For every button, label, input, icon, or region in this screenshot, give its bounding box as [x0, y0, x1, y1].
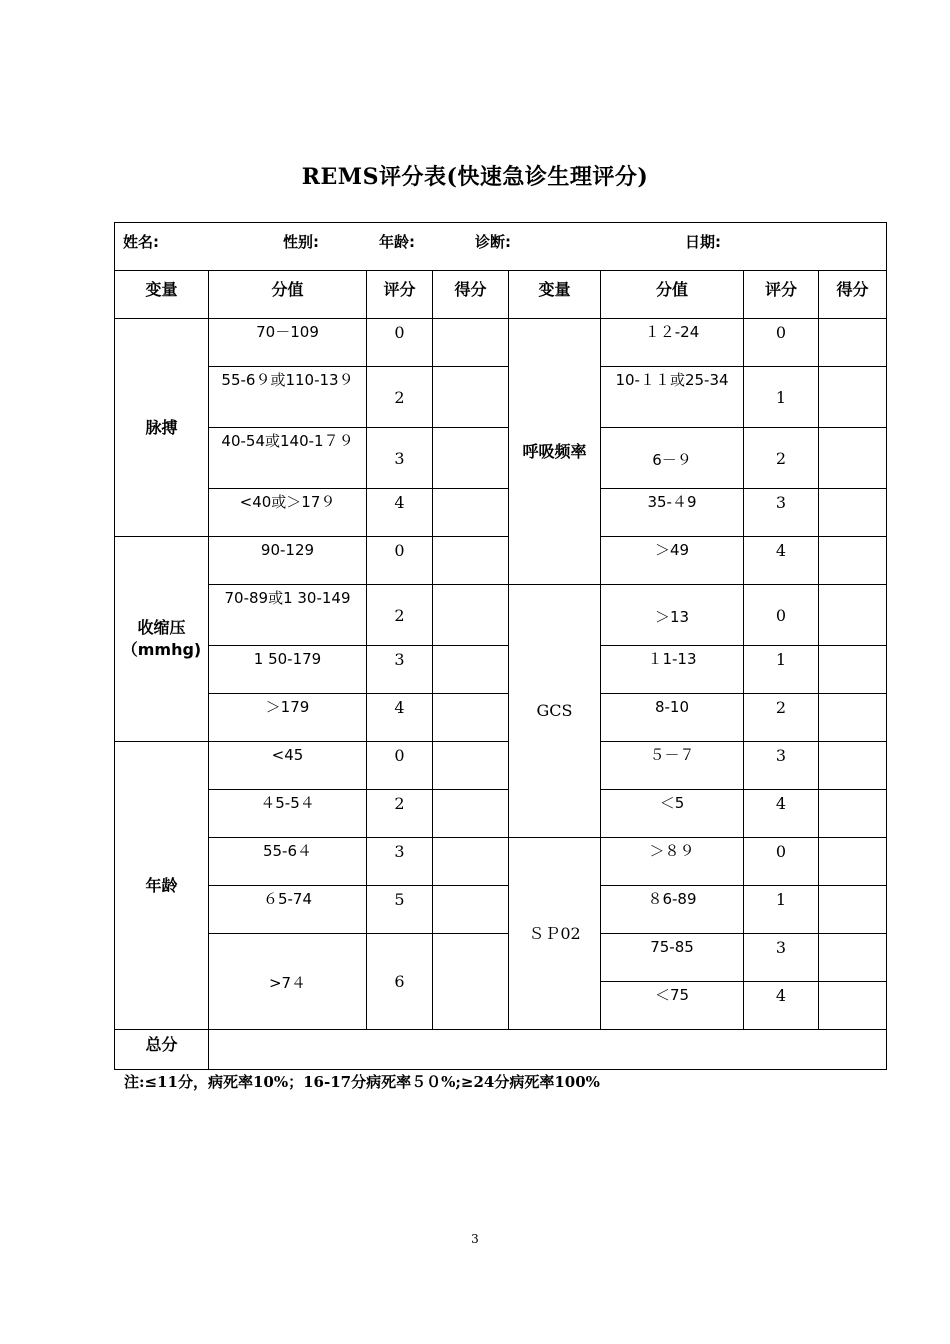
range-cell: ＞13	[601, 585, 744, 646]
variable-gcs: GCS	[509, 585, 601, 838]
points-cell: 1	[744, 886, 819, 934]
variable-sbp: 收缩压（mmhg)	[115, 537, 209, 742]
range-cell: 35-４9	[601, 489, 744, 537]
points-cell: 4	[744, 790, 819, 838]
range-cell: ６5-74	[209, 886, 367, 934]
range-cell: ＞179	[209, 694, 367, 742]
points-cell: 3	[367, 428, 433, 489]
points-cell: 3	[367, 646, 433, 694]
points-cell: 2	[367, 790, 433, 838]
range-cell: 6－９	[601, 428, 744, 489]
score-input-cell[interactable]	[433, 934, 509, 1030]
range-cell: ５－７	[601, 742, 744, 790]
footnote: 注:≤11分，病死率10%；16-17分病死率５０%;≥24分病死率100%	[124, 1073, 600, 1091]
score-input-cell[interactable]	[819, 367, 887, 428]
points-cell: 0	[367, 537, 433, 585]
table-row	[115, 489, 887, 537]
score-input-cell[interactable]	[433, 742, 509, 790]
range-cell: ８6-89	[601, 886, 744, 934]
range-cell: １２-24	[601, 319, 744, 367]
table-row	[115, 428, 887, 489]
points-cell: 0	[744, 585, 819, 646]
points-cell: 0	[367, 742, 433, 790]
score-input-cell[interactable]	[433, 428, 509, 489]
range-cell: <45	[209, 742, 367, 790]
table-row	[115, 537, 887, 585]
gender-label: 性别:	[283, 233, 319, 251]
diagnosis-label: 诊断:	[475, 233, 511, 251]
score-input-cell[interactable]	[433, 537, 509, 585]
points-cell: 4	[744, 982, 819, 1030]
total-label: 总分	[115, 1030, 209, 1070]
header-score-right: 得分	[819, 271, 887, 319]
header-range-right: 分值	[601, 271, 744, 319]
table-row	[115, 934, 887, 982]
variable-pulse: 脉搏	[115, 319, 209, 537]
range-cell: 55-6９或110-13９	[209, 367, 367, 428]
page-number: 3	[471, 1232, 479, 1246]
score-input-cell[interactable]	[433, 646, 509, 694]
score-input-cell[interactable]	[433, 319, 509, 367]
table-row	[115, 838, 887, 886]
range-cell: 75-85	[601, 934, 744, 982]
table-row	[115, 694, 887, 742]
range-cell: 8-10	[601, 694, 744, 742]
date-label: 日期:	[685, 233, 721, 251]
score-input-cell[interactable]	[819, 934, 887, 982]
header-range-left: 分值	[209, 271, 367, 319]
range-cell: ４5-5４	[209, 790, 367, 838]
table-row	[115, 646, 887, 694]
score-input-cell[interactable]	[819, 319, 887, 367]
score-input-cell[interactable]	[433, 585, 509, 646]
score-input-cell[interactable]	[819, 428, 887, 489]
points-cell: 2	[367, 367, 433, 428]
score-input-cell[interactable]	[433, 489, 509, 537]
range-cell: ＜5	[601, 790, 744, 838]
rems-score-table	[114, 222, 887, 1070]
patient-info-cell	[115, 223, 887, 271]
points-cell: 6	[367, 934, 433, 1030]
variable-age: 年龄	[115, 742, 209, 1030]
variable-spo2: ＳＰ02	[509, 838, 601, 1030]
range-cell: 1 50-179	[209, 646, 367, 694]
header-points-left: 评分	[367, 271, 433, 319]
points-cell: 0	[744, 319, 819, 367]
score-input-cell[interactable]	[819, 982, 887, 1030]
range-cell: 90-129	[209, 537, 367, 585]
range-cell: <40或＞17９	[209, 489, 367, 537]
points-cell: 4	[367, 694, 433, 742]
range-cell: 10-１１或25-34	[601, 367, 744, 428]
range-cell: 70－109	[209, 319, 367, 367]
range-cell: ＜75	[601, 982, 744, 1030]
table-row	[115, 585, 887, 646]
points-cell: 3	[367, 838, 433, 886]
header-score-left: 得分	[433, 271, 509, 319]
page-title: REMS评分表(快速急诊生理评分)	[301, 164, 649, 190]
score-input-cell[interactable]	[819, 537, 887, 585]
points-cell: 0	[744, 838, 819, 886]
total-row	[115, 1030, 887, 1070]
points-cell: 4	[367, 489, 433, 537]
score-input-cell[interactable]	[433, 886, 509, 934]
points-cell: 3	[744, 742, 819, 790]
points-cell: 1	[744, 646, 819, 694]
score-input-cell[interactable]	[819, 489, 887, 537]
points-cell: 0	[367, 319, 433, 367]
table-row	[115, 319, 887, 367]
range-cell: >7４	[209, 934, 367, 1030]
score-input-cell[interactable]	[819, 886, 887, 934]
variable-resp: 呼吸频率	[509, 319, 601, 585]
range-cell: ＞49	[601, 537, 744, 585]
table-row	[115, 742, 887, 790]
header-row	[115, 271, 887, 319]
points-cell: 1	[744, 367, 819, 428]
range-cell: １1-13	[601, 646, 744, 694]
patient-info-row	[115, 223, 887, 271]
points-cell: 2	[744, 694, 819, 742]
points-cell: 5	[367, 886, 433, 934]
score-input-cell[interactable]	[819, 742, 887, 790]
range-cell: 70-89或1 30-149	[209, 585, 367, 646]
score-input-cell[interactable]	[819, 646, 887, 694]
score-input-cell[interactable]	[819, 694, 887, 742]
range-cell: 55-6４	[209, 838, 367, 886]
score-input-cell[interactable]	[819, 585, 887, 646]
header-points-right: 评分	[744, 271, 819, 319]
points-cell: 3	[744, 489, 819, 537]
score-input-cell[interactable]	[433, 790, 509, 838]
total-input-cell[interactable]	[209, 1030, 887, 1070]
table-row	[115, 886, 887, 934]
score-input-cell[interactable]	[433, 694, 509, 742]
score-input-cell[interactable]	[433, 838, 509, 886]
points-cell: 3	[744, 934, 819, 982]
name-label: 姓名:	[123, 233, 159, 251]
score-input-cell[interactable]	[819, 838, 887, 886]
table-row	[115, 367, 887, 428]
points-cell: 4	[744, 537, 819, 585]
score-input-cell[interactable]	[433, 367, 509, 428]
score-input-cell[interactable]	[819, 790, 887, 838]
range-cell: ＞８９	[601, 838, 744, 886]
header-variable-left: 变量	[115, 271, 209, 319]
header-variable-right: 变量	[509, 271, 601, 319]
points-cell: 2	[367, 585, 433, 646]
points-cell: 2	[744, 428, 819, 489]
table-row	[115, 790, 887, 838]
age-label: 年龄:	[379, 233, 415, 251]
range-cell: 40-54或140-1７９	[209, 428, 367, 489]
